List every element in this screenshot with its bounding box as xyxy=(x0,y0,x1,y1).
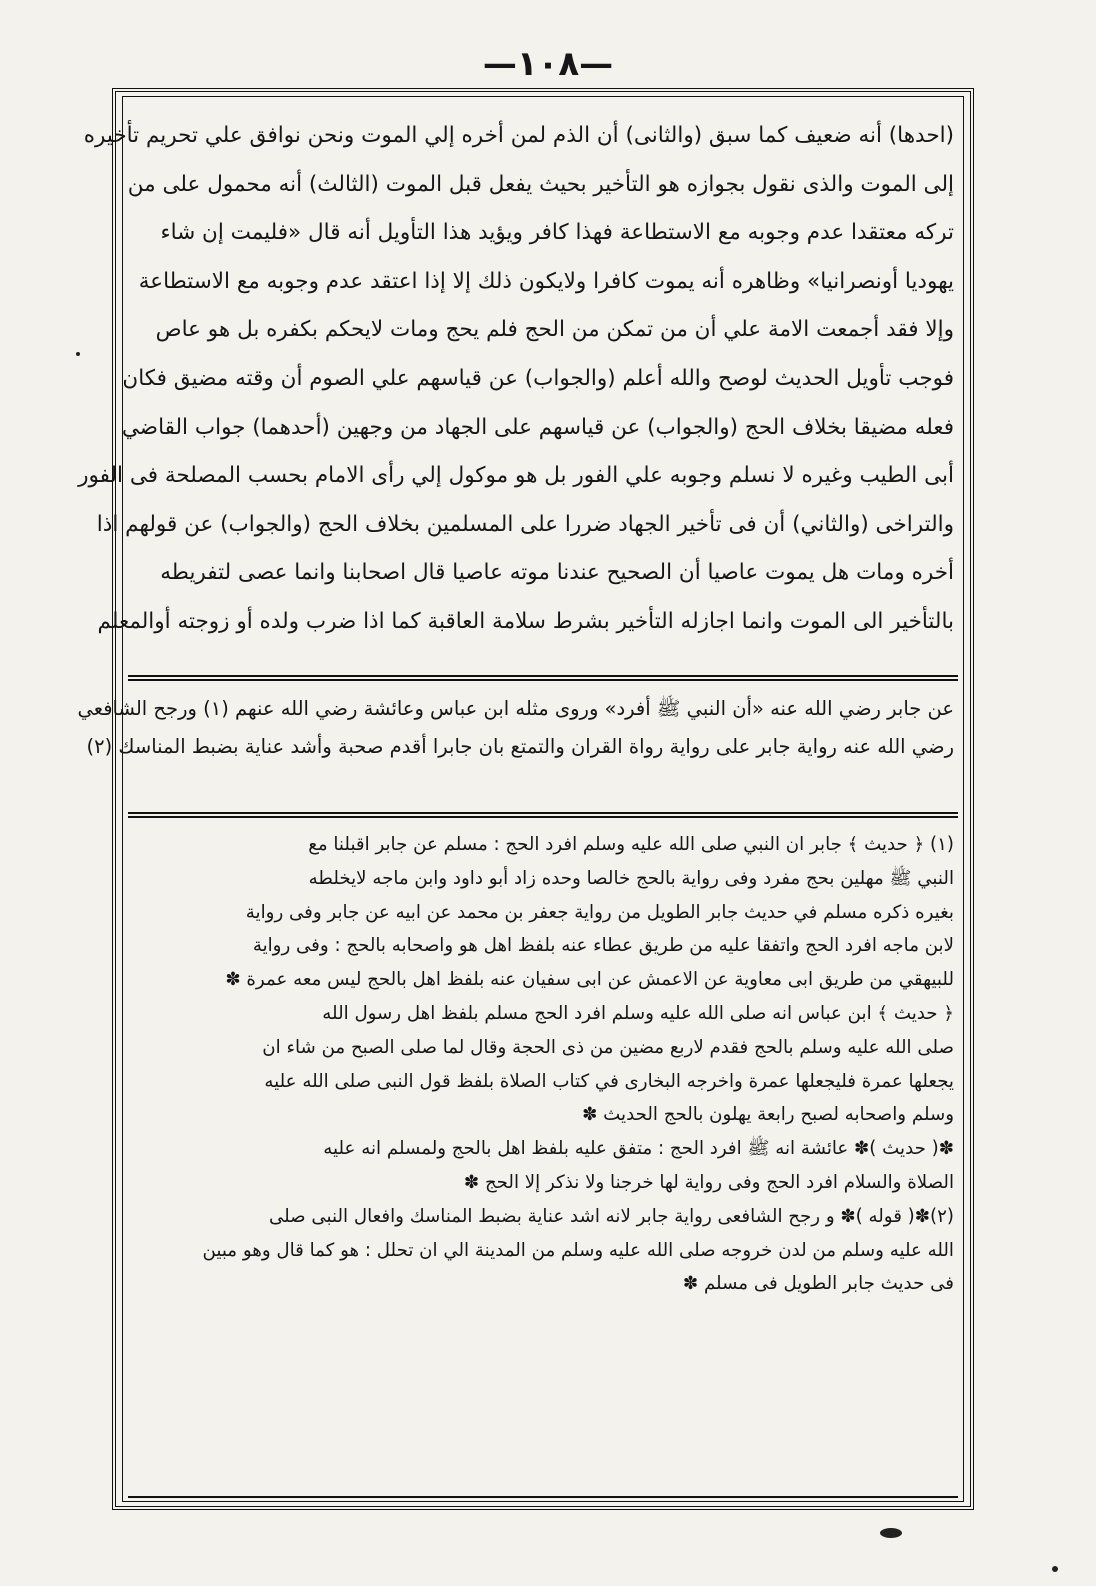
main-text-line: أخره ومات هل يموت عاصيا أن الصحيح عندنا موته عاصيا قال اصحابنا وانما عصى لتفريطه xyxy=(160,560,954,586)
footnote-line: ﴿ حديث ﴾ ابن عباس انه صلى الله عليه وسلم افرد الحج مسلم بلفظ اهل رسول الله xyxy=(322,1002,954,1024)
footnote-line: وسلم واصحابه لصبح رابعة يهلون بالحج الحديث ✽ xyxy=(582,1104,954,1126)
footnote-line: صلى الله عليه وسلم بالحج فقدم لاربع مضين من ذى الحجة وقال لما صلى الصبح من شاء ان xyxy=(262,1036,954,1058)
footnote-line: (١) ﴿ حديث ﴾ جابر ان النبي صلى الله عليه وسلم افرد الحج : مسلم عن جابر اقبلنا مع xyxy=(308,834,954,855)
main-text-line: وإلا فقد أجمعت الامة علي أن من تمكن من الحج فلم يحج ومات لايحكم بكفره بل هو عاص xyxy=(155,317,954,343)
quoted-text-block xyxy=(77,690,954,766)
footnote-line: ✽( حديث )✽ عائشة انه ﷺ افرد الحج : متفق عليه بلفظ اهل بالحج ولمسلم انه عليه xyxy=(323,1138,954,1160)
main-text-line: إلى الموت والذى نقول بجوازه هو التأخير بحيث يفعل قبل الموت (الثالث) أنه محمول على من xyxy=(127,171,954,197)
footnote-line: الصلاة والسلام افرد الحج وفى رواية لها خرجنا ولا نذكر إلا الحج ✽ xyxy=(463,1171,954,1193)
footnote-line: بغيره ذكره مسلم في حديث جابر الطويل من رواية جعفر بن محمد عن ابيه عن جابر وفى رواية xyxy=(245,901,954,923)
main-text-line: بالتأخير الى الموت وانما اجازله التأخير بشرط سلامة العاقبة كما اذا ضرب ولده أو زوجته أوالمعلم xyxy=(97,608,954,634)
main-text-line: فعله مضيقا بخلاف الحج (والجواب) عن قياسهم على الجهاد من وجهين (أحدهما) جواب القاضي xyxy=(121,414,954,440)
ink-blot xyxy=(76,352,80,356)
ink-blot xyxy=(1052,1566,1058,1572)
bottom-rule xyxy=(128,1496,958,1498)
footnote-line: الله عليه وسلم من لدن خروجه صلى الله عليه وسلم من المدينة الي ان تحلل : هو كما قال وهو مبين xyxy=(202,1239,954,1261)
footnote-line: للبيهقي من طريق ابى معاوية عن الاعمش عن ابى سفيان عنه بلفظ اهل بالحج ليس معه عمرة ✽ xyxy=(225,969,954,991)
footnote-line: يجعلها عمرة فليجعلها عمرة واخرجه البخارى في كتاب الصلاة بلفظ قول النبى صلى الله عليه xyxy=(264,1070,954,1092)
main-text-line: (احدها) أنه ضعيف كما سبق (والثانى) أن الذم لمن أخره إلي الموت ونحن نوافق علي تحريم تأخيره xyxy=(83,123,954,148)
footnote-divider xyxy=(128,812,958,818)
footnote-line: النبي ﷺ مهلين بحج مفرد وفى رواية بالحج خالصا وحده زاد أبو داود وابن ماجه لايخلطه xyxy=(308,867,954,889)
main-text-line: أبى الطيب وغيره لا نسلم وجوبه علي الفور بل هو موكول إلي رأى الامام بحسب المصلحة فى الفور xyxy=(78,463,954,489)
page-number: —١٠٨— xyxy=(482,44,614,84)
footnote-line: (٢)✽( قوله )✽ و رجح الشافعى رواية جابر لانه اشد عناية بضبط المناسك وافعال النبى صلى xyxy=(268,1205,954,1227)
section-divider xyxy=(128,675,958,681)
quoted-text-line: رضي الله عنه رواية جابر على رواية رواة القران والتمتع بان جابرا أقدم صحبة وأشد عناية بضبط المناسك (٢) xyxy=(86,735,954,758)
footnote-line: فى حديث جابر الطويل فى مسلم ✽ xyxy=(682,1273,954,1295)
ink-blot xyxy=(880,1528,902,1538)
footnote-line: لابن ماجه افرد الحج واتفقا عليه من طريق عطاء عنه بلفظ اهل هو واصحابه بالحج : وفى رواية xyxy=(252,935,954,957)
main-text-line: والتراخى (والثاني) أن فى تأخير الجهاد ضررا على المسلمين بخلاف الحج (والجواب) عن قولهم اذا xyxy=(96,511,954,537)
main-text-line: تركه معتقدا عدم وجوبه مع الاستطاعة فهذا كافر ويؤيد هذا التأويل أنه قال «فليمت إن شاء xyxy=(160,220,954,246)
footnotes-block xyxy=(132,828,954,1301)
main-text-line: يهوديا أونصرانيا» وظاهره أنه يموت كافرا ولايكون ذلك إلا إذا اعتقد عدم وجوبه مع الاستطاعة xyxy=(138,268,954,294)
quoted-text-line: عن جابر رضي الله عنه «أن النبي ﷺ أفرد» وروى مثله ابن عباس وعائشة رضي الله عنهم (١) ورجح الشافعي xyxy=(77,697,954,720)
main-text-line: فوجب تأويل الحديث لوصح والله أعلم (والجواب) عن قياسهم علي الصوم أن وقته مضيق فكان xyxy=(122,365,954,391)
main-text-block xyxy=(78,112,954,647)
